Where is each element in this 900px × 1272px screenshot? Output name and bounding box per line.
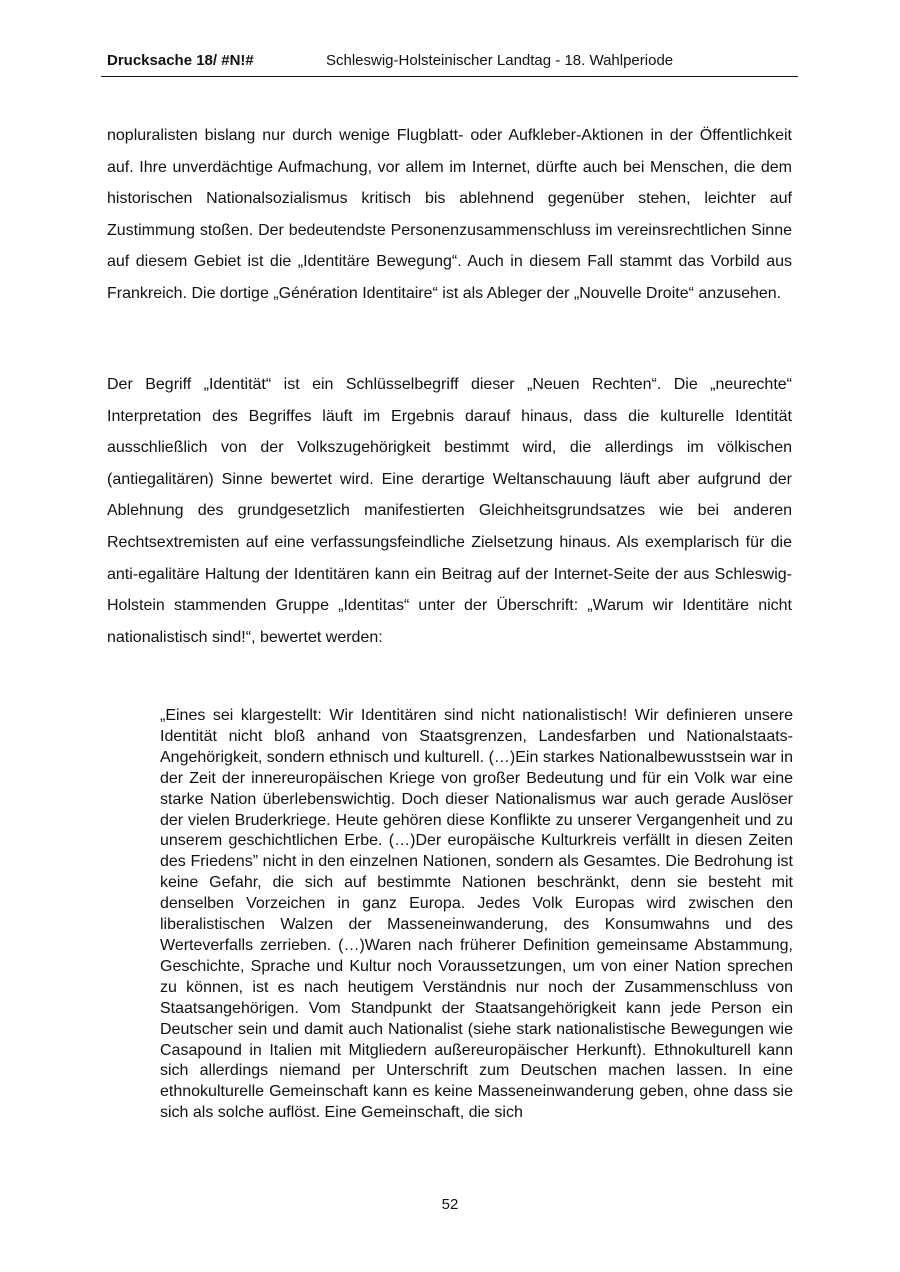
block-quote: „Eines sei klargestellt: Wir Identitären sind nicht nationalistisch! Wir definieren unsere Identität nicht bloß anhand von Staatsgrenzen, Landesfarben und Nationalstaats-Angehörigkeit, sondern ethnisch und kulturell. (…)Ein starkes Nationalbewusstsein war in der Zeit der innereuropäischen Kriege von großer Bedeutung und für ein Volk war eine starke Nation überlebenswichtig. Doch dieser Nationalismus war auch gerade Auslöser der vielen Bruderkriege. Heute gehören diese Konflikte zu unserer Vergangenheit und zu unserem geschichtlichen Erbe. (…)Der europäische Kulturkreis verfällt in diesen Zeiten des Friedens” nicht in den einzelnen Nationen, sondern als Gesamtes. Die Bedrohung ist keine Gefahr, die sich auf bestimmte Nationen beschränkt, denn sie besteht mit denselben Vorzeichen in ganz Europa. Jedes Volk Europas wird zwischen den liberalistischen Walzen der Masseneinwanderung, des Konsumwahns und des Werteverfalls zerrieben. (…)Waren nach früherer Definition gemeinsame Abstammung, Geschichte, Sprache und Kultur noch Voraussetzungen, um von einer Nation sprechen zu können, ist es nach heutigem Verständnis nur noch der Zusammenschluss von Staatsangehörigen. Vom Standpunkt der Staatsangehörigkeit kann jede Person ein Deutscher sein und damit auch Nationalist (siehe stark nationalistische Bewegungen wie Casapound in Italien mit Mitgliedern außereuropäischer Herkunft). Ethnokulturell kann sich allerdings niemand per Unterschrift zum Deutschen machen lassen. In eine ethnokulturelle Gemeinschaft kann es keine Masseneinwanderung geben, ohne dass sie sich als solche auflöst. Eine Gemeinschaft, die sich xyxy=(160,707,793,1122)
body-paragraph-2: Der Begriff „Identität“ ist ein Schlüsselbegriff dieser „Neuen Rechten“. Die „neurechte“ Interpretation des Begriffes läuft im Ergebnis darauf hinaus, dass die kulturelle Identität ausschließlich von der Volkszugehörigkeit bestimmt wird, die allerdings im völkischen (antiegalitären) Sinne bewertet wird. Eine derartige Weltanschauung läuft aber aufgrund der Ablehnung des grundgesetzlich manifestierten Gleichheitsgrundsatzes wie bei anderen Rechtsextremisten auf eine verfassungsfeindliche Zielsetzung hinaus. Als exemplarisch für die anti-egalitäre Haltung der Identitären kann ein Beitrag auf der Internet-Seite der aus Schleswig-Holstein stammenden Gruppe „Identitas“ unter der Überschrift: „Warum wir Identitäre nicht nationalistisch sind!“, bewertet werden: xyxy=(107,376,792,646)
parliament-title: Schleswig-Holsteinischer Landtag - 18. Wahlperiode xyxy=(326,52,674,69)
page-header xyxy=(101,50,798,77)
body-paragraph-1: nopluralisten bislang nur durch wenige Flugblatt- oder Aufkleber-Aktionen in der Öffentlichkeit auf. Ihre unverdächtige Aufmachung, vor allem im Internet, dürfte auch bei Menschen, die dem historischen Nationalsozialismus kritisch bis ablehnend gegenüber stehen, leichter auf Zustimmung stoßen. Der bedeutendste Personenzusammenschluss im vereinsrechtlichen Sinne auf diesem Gebiet ist die „Identitäre Bewegung“. Auch in diesem Fall stammt das Vorbild aus Frankreich. Die dortige „Génération Identitaire“ ist als Ableger der „Nouvelle Droite“ anzusehen. xyxy=(107,127,792,302)
document-number: Drucksache 18/ #N!# xyxy=(107,52,254,69)
page-number: 52 xyxy=(441,1196,459,1213)
